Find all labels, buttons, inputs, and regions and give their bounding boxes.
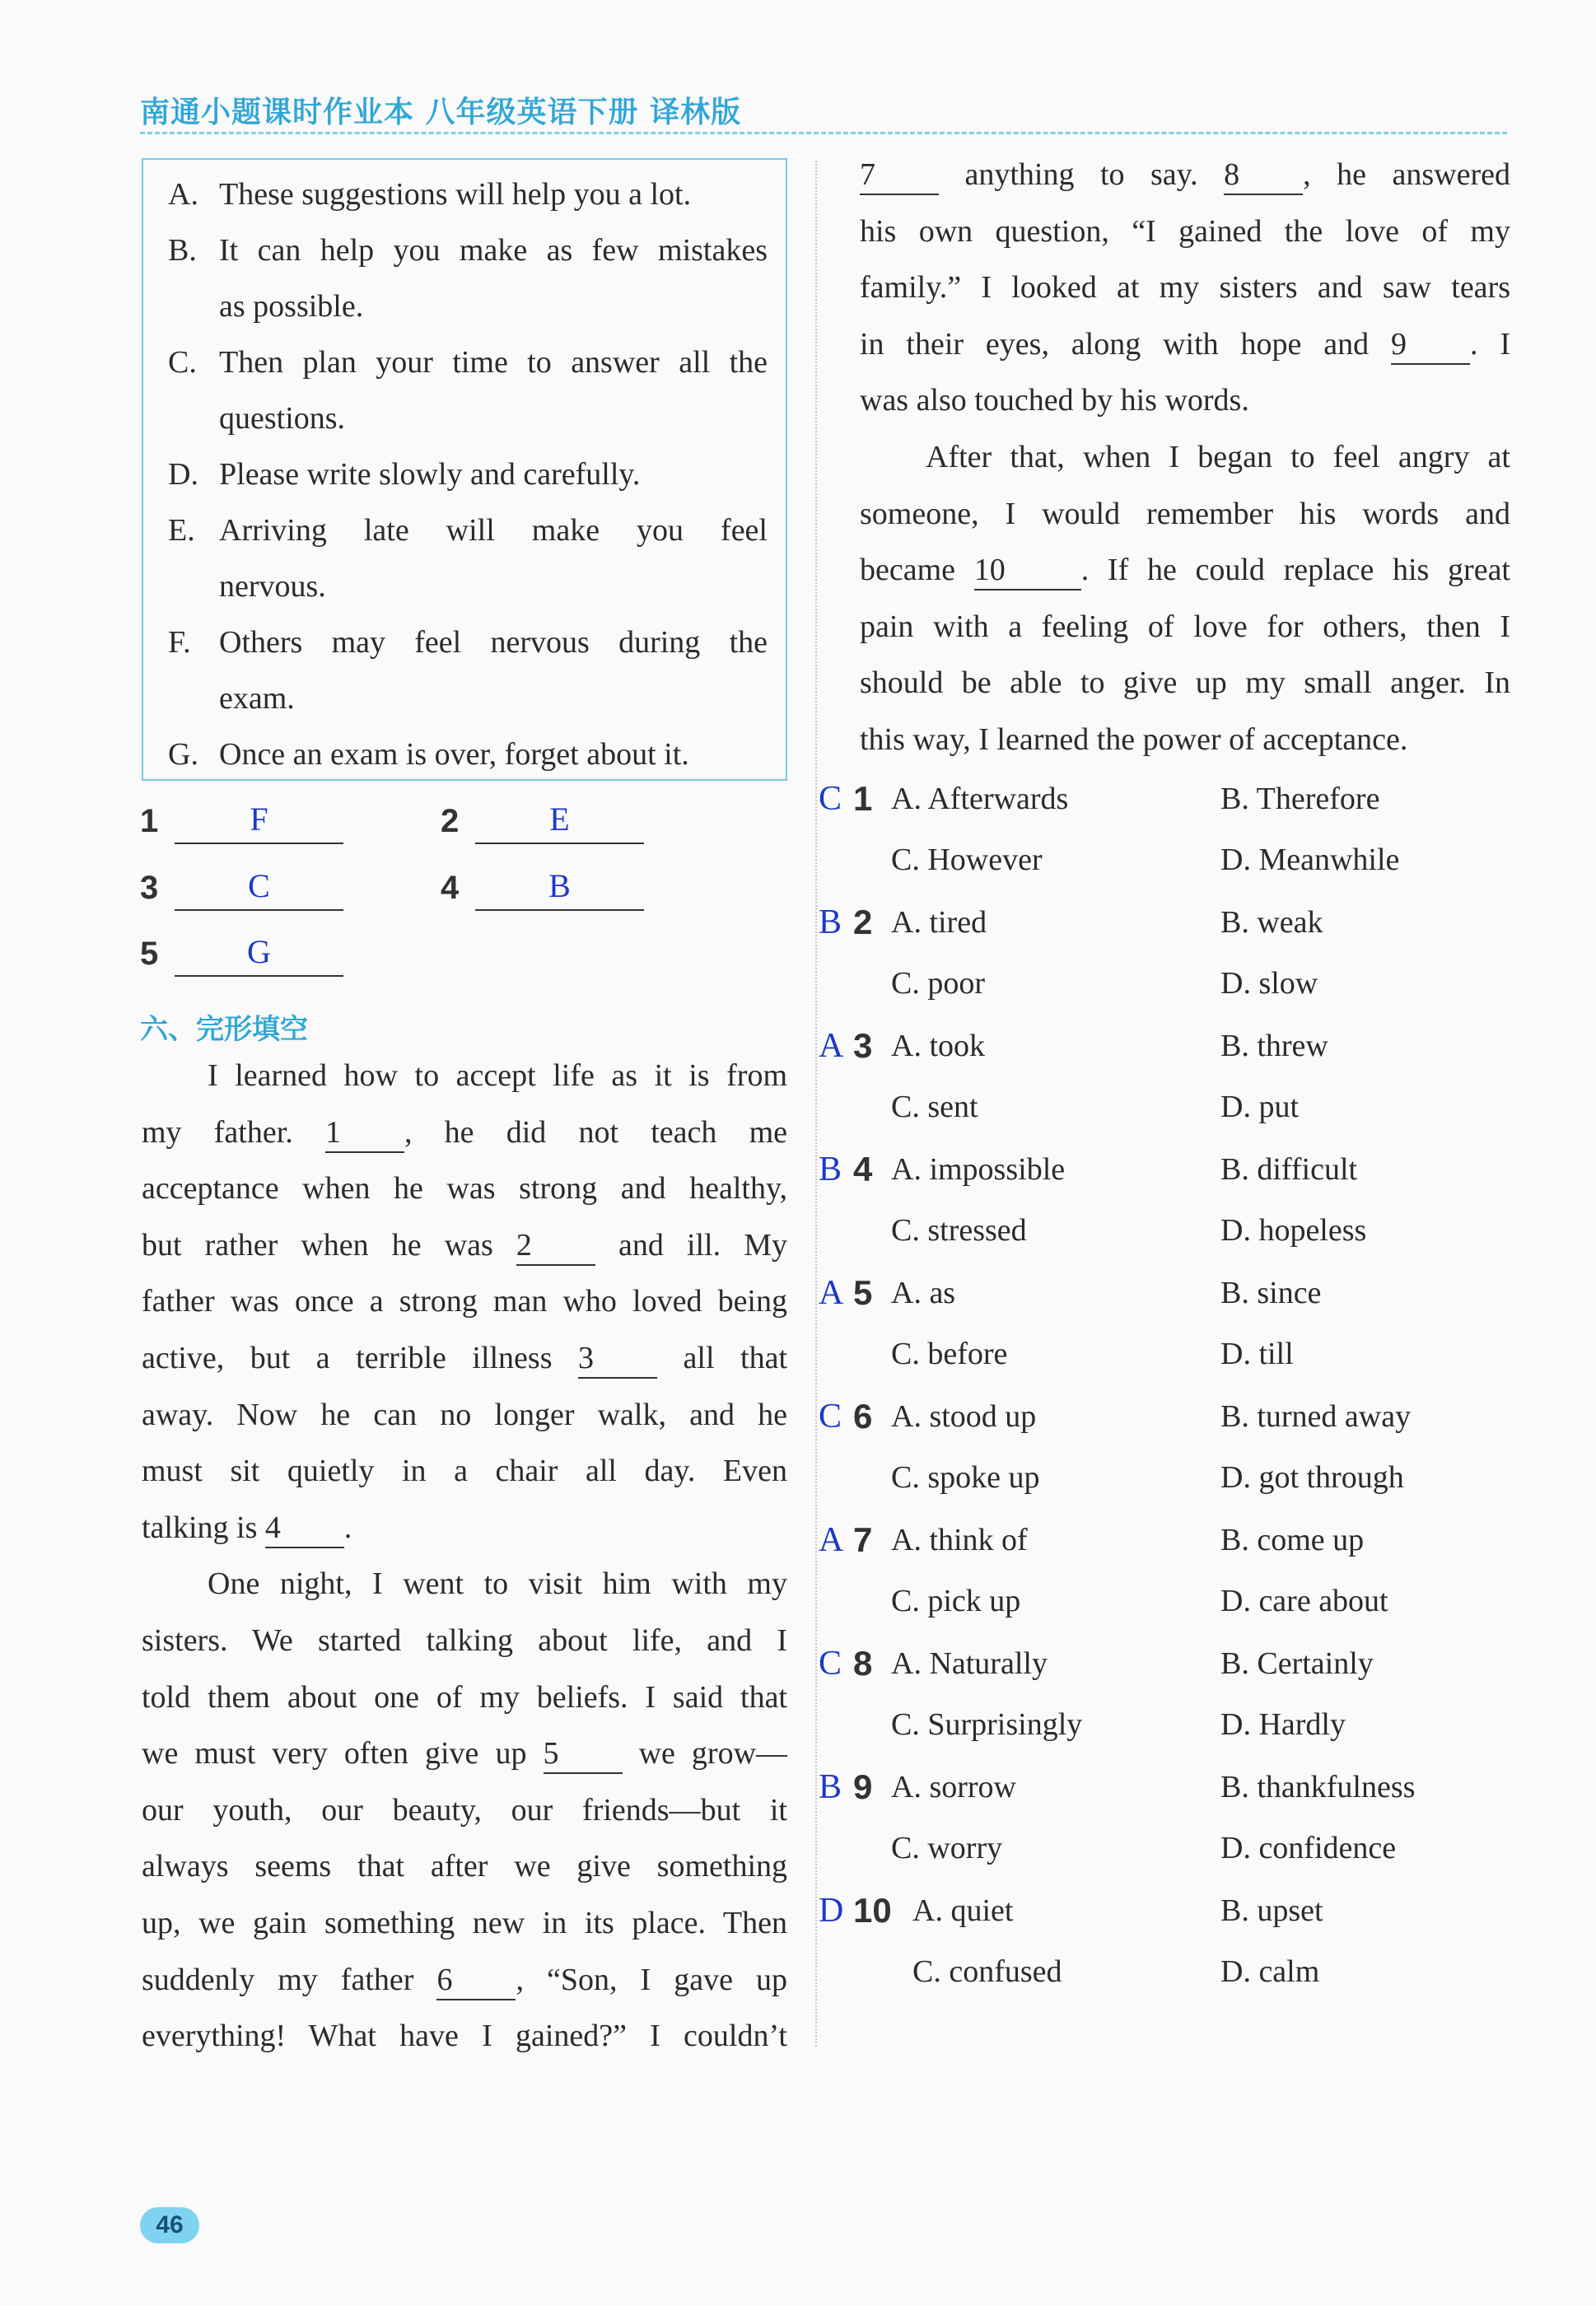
answer-mark: A [819,1521,844,1559]
option-a[interactable]: A. tired [891,905,987,940]
options-box: A. These suggestions will help you a lot. B. It can help you make as few mistakes as possible. C. Then plan your time to answer all the questions. D. Please write slowly and carefully. E. Arriving late will make you feel nervous. F. Others may feel nervous during the exam. G. Once an exam is over, forget about it. [142,158,787,781]
answer-blank[interactable]: G [175,936,343,977]
answer-blank[interactable]: B [475,870,644,911]
question-3-row2 [819,1082,1510,1132]
answer-2: 2 E [441,803,459,840]
header-title: 南通小题课时作业本 八年级英语下册 译林版 [140,96,742,129]
question-7 [819,1515,1510,1565]
question-number: 4 [853,1150,873,1188]
question-2 [819,898,1510,947]
question-3 [819,1021,1510,1071]
question-1-row2 [819,835,1510,885]
question-1 [819,774,1510,824]
answer-mark: C [819,1398,842,1435]
option-a[interactable]: A. quiet [912,1893,1014,1928]
blank-2[interactable]: 2 [516,1233,595,1266]
option-d[interactable]: D. put [1220,1090,1299,1124]
option-g: G. Once an exam is over, forget about it. [168,737,689,772]
question-number: 7 [853,1520,873,1559]
option-d: D. Please write slowly and carefully. [168,457,641,492]
option-c: C. Then plan your time to answer all the [168,345,768,380]
answer-mark: B [819,903,842,941]
answer-mark: C [819,780,842,818]
question-10 [819,1886,1510,1935]
question-number: 6 [853,1397,873,1435]
option-d[interactable]: D. got through [1220,1460,1404,1495]
blank-4[interactable]: 4 [265,1515,344,1548]
option-f: F. Others may feel nervous during the [168,625,768,660]
option-d[interactable]: D. care about [1220,1584,1388,1618]
answer-mark: B [819,1151,842,1188]
question-number: 1 [853,779,873,818]
question-4 [819,1145,1510,1194]
question-9-row2 [819,1823,1510,1873]
passage-left: I learned how to accept life as it is from my father. 1 , he did not teach me acceptance when he was strong and healthy, but rather when he was 2 and ill. My father was once a strong man who loved being active, but a terrible illness 3 all that away. Now he can no longer walk, and he must sit quietly in a chair all day. Even talking is 4 . One night, I went to visit him with my sisters. We started talking about life, and I told them about one of my beliefs. I said that we must very often give up 5 we grow— our youth, our beauty, our friends—but it always seems that after we give something up, we gain something new in its place. Then suddenly my father 6 , “Son, I gave up everything! What have I gained?” I couldn’t [142,1058,788,2054]
option-c[interactable]: C. sent [891,1090,978,1124]
option-b[interactable]: B. threw [1220,1029,1328,1063]
option-d[interactable]: D. confidence [1220,1831,1397,1865]
blank-3[interactable]: 3 [578,1346,657,1379]
option-a[interactable]: A. as [891,1276,956,1310]
question-number: 10 [853,1891,892,1930]
option-c[interactable]: C. worry [891,1831,1003,1865]
option-c[interactable]: C. pick up [891,1584,1021,1618]
option-a[interactable]: A. Afterwards [891,782,1069,816]
question-2-row2 [819,959,1510,1008]
answer-blank[interactable]: C [175,870,343,911]
question-4-row2 [819,1206,1510,1255]
option-b[interactable]: B. turned away [1220,1399,1412,1434]
option-c[interactable]: C. confused [912,1954,1062,1989]
option-e: E. Arriving late will make you feel [168,513,768,548]
question-5 [819,1268,1510,1318]
option-a[interactable]: A. took [891,1029,985,1063]
option-b[interactable]: B. thankfulness [1220,1770,1416,1804]
question-9 [819,1762,1510,1812]
option-b[interactable]: B. difficult [1220,1152,1358,1187]
blank-9[interactable]: 9 [1391,332,1470,365]
option-b[interactable]: B. since [1220,1276,1322,1310]
option-a: A. These suggestions will help you a lot. [168,177,692,212]
option-c[interactable]: C. poor [891,966,985,1001]
blank-5[interactable]: 5 [544,1741,623,1774]
option-b[interactable]: B. Certainly [1220,1646,1374,1681]
option-a[interactable]: A. impossible [891,1152,1066,1187]
answer-blank[interactable]: E [475,803,644,844]
option-b[interactable]: B. upset [1220,1893,1323,1928]
question-5-row2 [819,1329,1510,1379]
question-number: 5 [853,1273,873,1312]
option-c[interactable]: C. stressed [891,1213,1027,1248]
answer-blank[interactable]: F [175,803,343,844]
header-rule [140,132,1507,134]
answer-5: 5 G [140,936,158,973]
blank-7[interactable]: 7 [860,162,939,195]
blank-10[interactable]: 10 [974,558,1081,591]
page-number: 46 [140,2207,199,2243]
answer-1: 1 F [140,803,158,840]
question-number: 9 [853,1767,873,1806]
question-number: 2 [853,903,873,941]
passage-right: 7 anything to say. 8 , he answered his own question, “I gained the love of my family.” I looked at my sisters and saw tears in their eyes, along with hope and 9 . I was also touched by his words. After that, when I began to feel angry at someone, I would remember his words and became 10 . If he could replace his great pain with a feeling of love for others, then I should be able to give up my small anger. In this way, I learned the power of acceptance. [860,157,1511,757]
option-d[interactable]: D. calm [1220,1954,1320,1989]
option-c[interactable]: C. before [891,1337,1008,1371]
question-6-row2 [819,1453,1510,1502]
option-c[interactable]: C. spoke up [891,1460,1040,1495]
answer-mark: A [819,1274,844,1312]
option-a[interactable]: A. think of [891,1523,1028,1557]
answer-mark: D [819,1892,844,1930]
answer-4: 4 B [441,870,459,907]
option-d[interactable]: D. Meanwhile [1220,843,1400,877]
option-a[interactable]: A. Naturally [891,1646,1048,1681]
option-c[interactable]: C. However [891,843,1043,877]
option-b[interactable]: B. come up [1220,1523,1365,1557]
answer-3: 3 C [140,870,158,907]
option-d[interactable]: D. Hardly [1220,1707,1346,1742]
option-d[interactable]: D. till [1220,1337,1294,1371]
answer-mark: C [819,1645,842,1683]
option-d[interactable]: D. hopeless [1220,1213,1367,1248]
question-7-row2 [819,1576,1510,1626]
blank-6[interactable]: 6 [436,1968,516,2000]
option-a[interactable]: A. sorrow [891,1770,1016,1804]
question-10-row2 [819,1947,1510,1996]
question-number: 8 [853,1644,873,1683]
section-title: 六、完形填空 [140,1013,308,1046]
answer-mark: B [819,1768,842,1806]
option-a[interactable]: A. stood up [891,1399,1037,1434]
question-8 [819,1639,1510,1688]
blank-1[interactable]: 1 [325,1120,404,1153]
option-b[interactable]: B. Therefore [1220,782,1380,816]
question-6 [819,1392,1510,1441]
answer-mark: A [819,1027,844,1065]
option-c[interactable]: C. Surprisingly [891,1707,1083,1742]
option-b[interactable]: B. weak [1220,905,1323,940]
question-8-row2 [819,1700,1510,1749]
question-number: 3 [853,1026,873,1065]
column-divider [815,161,817,2047]
option-b: B. It can help you make as few mistakes [168,233,768,268]
blank-8[interactable]: 8 [1224,162,1303,195]
option-d[interactable]: D. slow [1220,966,1318,1001]
